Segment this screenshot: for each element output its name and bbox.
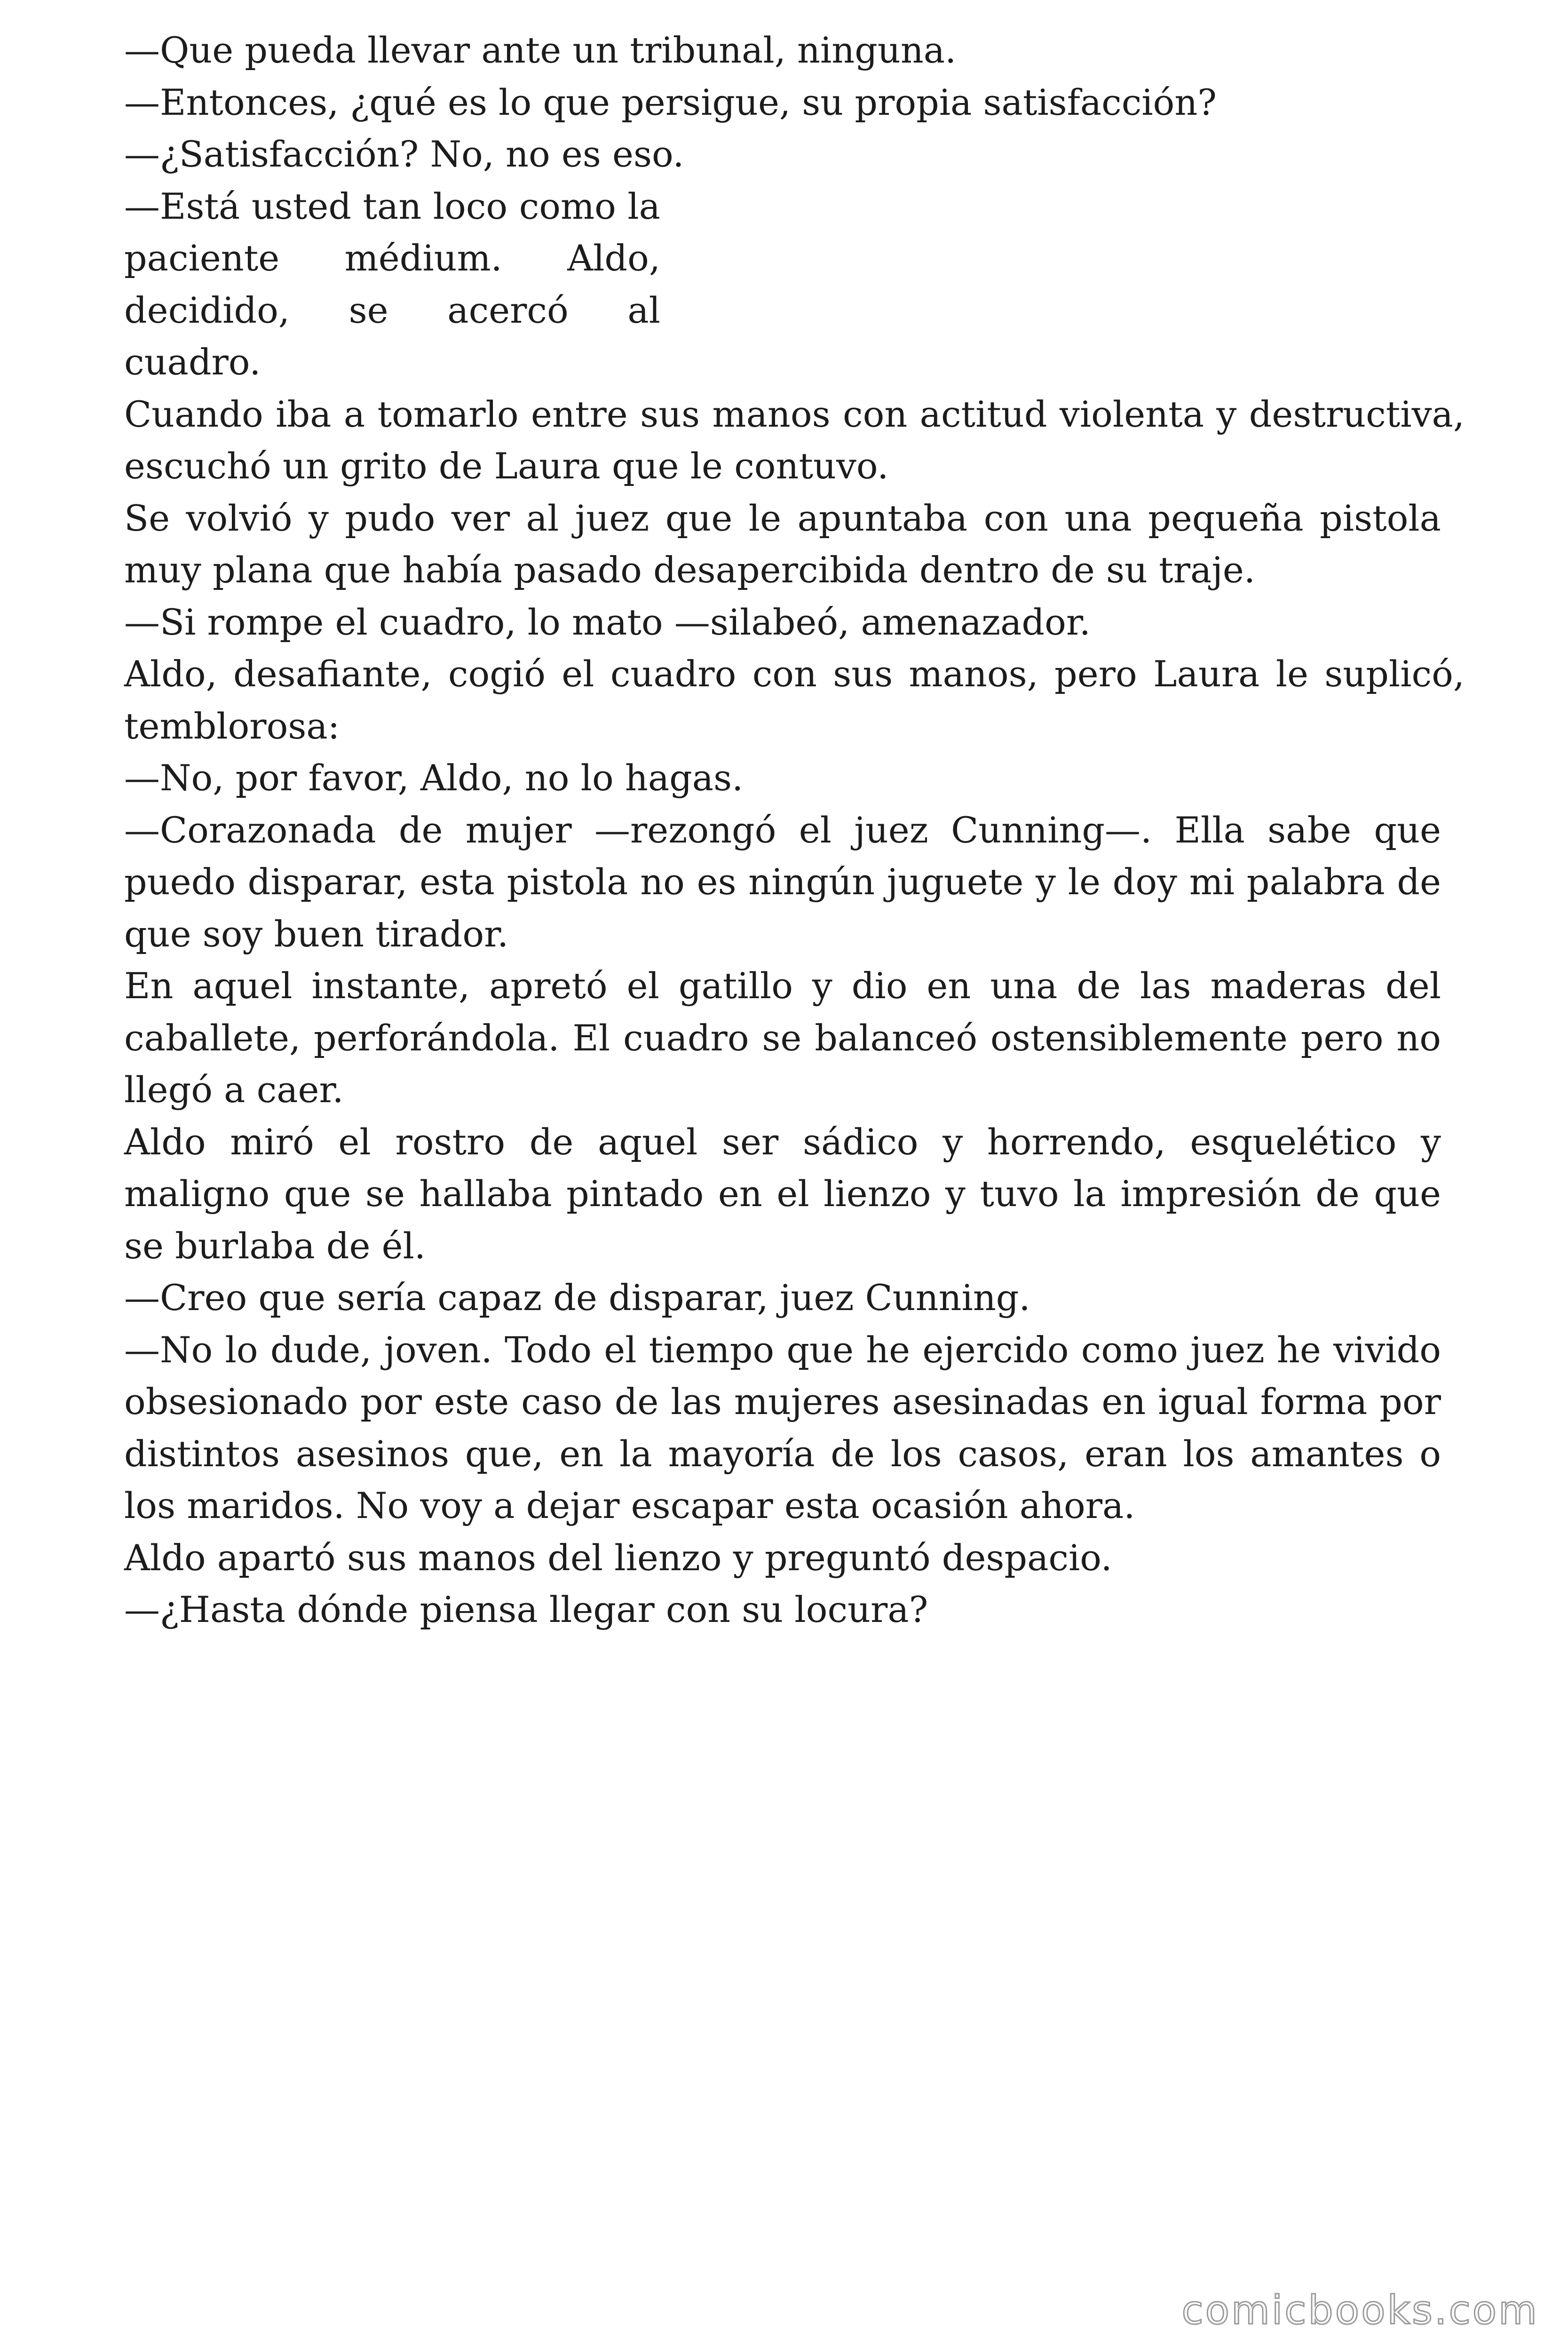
paragraph: —No lo dude, joven. Todo el tiempo que he ejercido como juez he vivido obsesionado por este caso de las mujeres asesinadas en igual forma por distintos asesinos que, en la mayoría de los casos, eran los amantes o los maridos. No voy a dejar escapar esta ocasión ahora. <box>124 1328 1441 1526</box>
paragraph: Aldo miró el rostro de aquel ser sádico y horrendo, esquelético y maligno que se hallaba pintado en el lienzo y tuvo la impresión de que se burlaba de él. <box>124 1120 1441 1267</box>
paragraph: —Creo que sería capaz de disparar, juez Cunning. <box>124 1277 1030 1319</box>
paragraph: Se volvió y pudo ver al juez que le apuntaba con una pequeña pistola muy plana que había pasado desapercibida dentro de su traje. <box>124 497 1441 591</box>
paragraph: —Está usted tan loco como la paciente médium. Aldo, decidido, se acercó al cuadro. <box>124 185 660 383</box>
paragraph: —Corazonada de mujer —rezongó el juez Cunning—. Ella sabe que puedo disparar, esta pistola no es ningún juguete y le doy mi palabra de que soy buen tirador. <box>124 809 1441 955</box>
paragraph: En aquel instante, apretó el gatillo y dio en una de las maderas del caballete, perforándola. El cuadro se balanceó ostensiblemente pero no llegó a caer. <box>124 965 1441 1111</box>
paragraph: Aldo apartó sus manos del lienzo y preguntó despacio. <box>124 1536 1112 1579</box>
paragraph: —¿Satisfacción? No, no es eso. <box>124 133 684 175</box>
paragraph: —¿Hasta dónde piensa llegar con su locura? <box>124 1589 928 1630</box>
paragraph: —Entonces, ¿qué es lo que persigue, su propia satisfacción? <box>124 81 1217 123</box>
text-column <box>124 24 1465 1636</box>
paragraph: —No, por favor, Aldo, no lo hagas. <box>124 757 744 799</box>
paragraph: Cuando iba a tomarlo entre sus manos con actitud violenta y destructiva, escuchó un grito de Laura que le contuvo. <box>124 393 1465 487</box>
paragraph: —Si rompe el cuadro, lo mato —silabeó, amenazador. <box>124 601 1091 643</box>
watermark-logo: comicbooks.com <box>1181 2287 1539 2333</box>
paragraph: Aldo, desafiante, cogió el cuadro con sus manos, pero Laura le suplicó, temblorosa: <box>124 653 1465 747</box>
paragraph: —Que pueda llevar ante un tribunal, ninguna. <box>124 29 957 71</box>
